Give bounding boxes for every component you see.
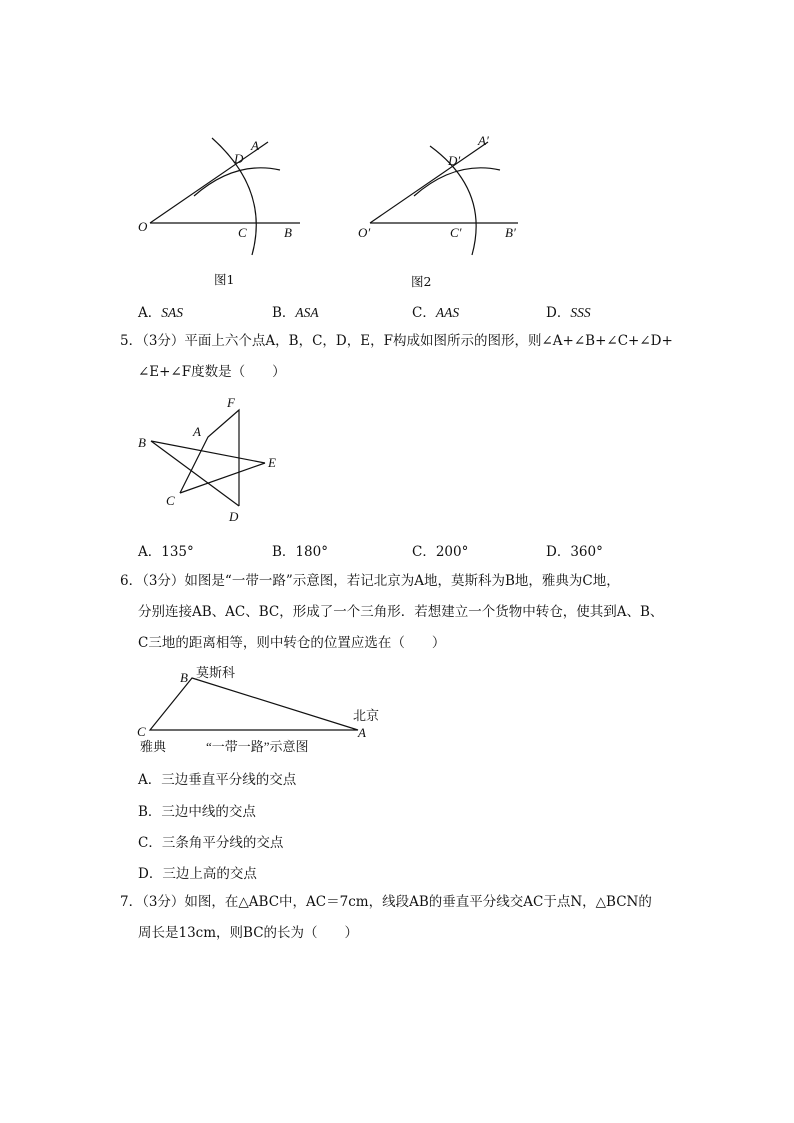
q6-stem-line2: 分别连接AB、AC、BC，形成了一个三角形．若想建立一个货物中转仓，使其到A、B、 <box>138 604 664 620</box>
q4-figure-2 <box>350 130 540 260</box>
option-text: 200° <box>435 544 469 560</box>
q6-option-a[interactable]: A．三边垂直平分线的交点 <box>138 772 297 788</box>
label-b: B <box>180 670 188 685</box>
label-c-prime: C′ <box>450 225 462 240</box>
option-letter: D． <box>546 305 571 321</box>
q6-stem-line3: C三地的距离相等，则中转仓的位置应选在（ ） <box>138 635 446 651</box>
segment-b-e <box>151 441 265 463</box>
q4-fig1-caption: 图1 <box>214 272 235 287</box>
q5-stem-line1: 5．（3分）平面上六个点A，B，C，D，E，F构成如图所示的图形，则∠A+∠B+∠C+∠D+ <box>120 333 673 349</box>
q7-stem-line1: 7．（3分）如图，在△ABC中，AC＝7cm，线段AB的垂直平分线交AC于点N，△BCN的 <box>120 894 652 910</box>
option-text: SSS <box>570 305 591 320</box>
option-text: ASA <box>295 305 319 320</box>
option-text: SAS <box>161 305 183 320</box>
label-beijing: 北京 <box>353 708 380 723</box>
option-letter: B． <box>272 305 296 321</box>
ray-oa-prime <box>370 142 488 223</box>
label-athens: 雅典 <box>140 739 167 754</box>
q5-stem-line2: ∠E+∠F度数是（ ） <box>138 364 286 380</box>
q4-fig2-caption: 图2 <box>411 274 432 289</box>
option-text: 180° <box>295 544 328 560</box>
arc-d <box>194 168 280 196</box>
triangle-abc <box>150 678 358 730</box>
option-letter: C． <box>412 305 436 321</box>
q5-option-b[interactable] <box>272 540 328 560</box>
label-b: B <box>138 435 146 450</box>
q5-option-d[interactable] <box>546 540 603 560</box>
label-moscow: 莫斯科 <box>196 665 236 680</box>
q5-option-a[interactable] <box>138 540 194 560</box>
option-letter: D． <box>546 544 571 560</box>
label-o-prime: O′ <box>358 225 371 240</box>
label-a: A <box>193 424 201 439</box>
q4-option-a[interactable] <box>138 301 183 321</box>
q6-option-b[interactable]: B．三边中线的交点 <box>138 804 256 820</box>
label-f: F <box>227 395 235 410</box>
option-text: 135° <box>161 544 194 560</box>
label-d-prime: D′ <box>448 153 461 168</box>
q5-figure <box>130 390 290 530</box>
option-letter: C． <box>412 544 436 560</box>
segment-b-d <box>151 441 239 506</box>
ray-oa <box>150 142 268 223</box>
option-letter: B． <box>272 544 296 560</box>
label-d: D <box>229 509 239 524</box>
label-e: E <box>268 455 276 470</box>
label-d: D <box>234 151 244 166</box>
option-letter: A． <box>138 305 162 321</box>
label-b: B <box>284 225 292 240</box>
q4-option-b[interactable] <box>272 301 319 321</box>
label-a-prime: A′ <box>478 133 489 148</box>
q4-option-c[interactable] <box>412 301 459 321</box>
label-b-prime: B′ <box>505 225 516 240</box>
figure-caption: “一带一路”示意图 <box>206 739 309 754</box>
q4-option-d[interactable] <box>546 301 591 321</box>
label-a: A <box>358 725 366 740</box>
option-text: AAS <box>435 305 460 320</box>
label-c: C <box>166 493 175 508</box>
label-c: C <box>137 724 146 739</box>
label-c: C <box>238 225 247 240</box>
q4-figure-1 <box>130 130 320 260</box>
q6-stem-line1: 6．（3分）如图是“一带一路”示意图，若记北京为A地，莫斯科为B地，雅典为C地， <box>120 573 620 589</box>
q7-stem-line2: 周长是13cm，则BC的长为（ ） <box>138 925 359 941</box>
q6-option-c[interactable]: C．三条角平分线的交点 <box>138 835 284 851</box>
path-c-a-f-d <box>180 410 239 506</box>
label-a: A <box>251 138 259 153</box>
q6-figure <box>130 660 400 760</box>
option-text: 360° <box>570 544 603 560</box>
option-letter: A． <box>138 544 162 560</box>
q5-option-c[interactable] <box>412 540 468 560</box>
label-o: O <box>138 219 148 234</box>
q6-option-d[interactable]: D．三边上高的交点 <box>138 866 257 882</box>
